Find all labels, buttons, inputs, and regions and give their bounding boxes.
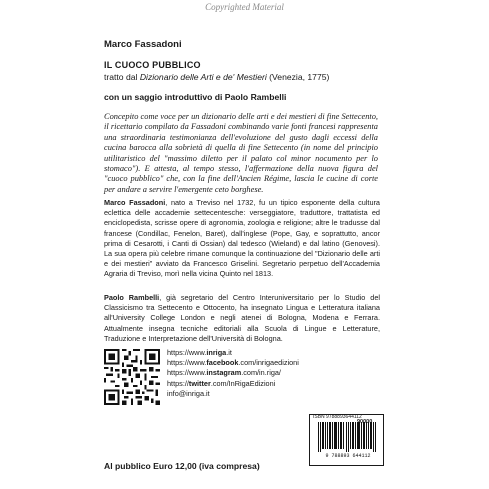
blurb-intro: Concepito come voce per un dizionario delle arti e dei mestieri di fine Settecento, il ricettario compilato da Fassadoni combinando varie fonti francesi rappresenta una straordinaria testimonianza dell'evoluzione del gusto dagli eccessi della cucina barocca alla sobrietà di quella di fine Settecento (in nome del principio utilitaristico del "massimo diletto per il palato col minor nocumento per lo stomaco"). E attesta, al tempo stesso, l'affermazione della nuova figura del "cuoco pubblico" che, con la fine dell'Ancien Régime, lascia le cucine di corte per andare a servire l'emergente ceto borghese. (104, 112, 378, 194)
link-website[interactable] (167, 348, 299, 358)
book-title: IL CUOCO PUBBLICO (104, 60, 201, 70)
link-bold: inriga (206, 348, 227, 357)
link-prefix: https://www. (167, 368, 207, 378)
link-bold: instagram (206, 368, 242, 378)
contact-links (167, 348, 299, 399)
essay-credit: con un saggio introduttivo di Paolo Rambelli (104, 92, 287, 102)
price-line: Al pubblico Euro 12,00 (iva compresa) (104, 461, 260, 471)
link-suffix: .com/InRigaEdizioni (210, 378, 276, 388)
bio-name: Marco Fassadoni (104, 198, 166, 207)
subtitle-suffix: (Venezia, 1775) (266, 72, 330, 82)
subtitle-italic: Dizionario delle Arti e de' Mestieri (139, 72, 267, 82)
book-subtitle (104, 72, 329, 82)
author-name: Marco Fassadoni (104, 39, 182, 50)
subtitle-prefix: tratto dal (104, 72, 140, 82)
bio-text: , già segretario del Centro Interuniversitario per lo Studio del Classicismo tra Settecento e Ottocento, ha insegnato Lingua e Letteratura italiana all'University College London e negli atenei di Bologna, Modena e Ferrara. Attualmente insegna tecniche editoriali alla Scuola di Lingue e Letterature, Traduzione e Interpretazione dell'Università di Bologna. (104, 293, 380, 343)
qr-code[interactable] (104, 349, 160, 405)
link-email[interactable] (167, 389, 299, 399)
link-prefix: https://www. (167, 348, 207, 357)
isbn-label: ISBN 9788893644112 (313, 414, 362, 420)
bio-name: Paolo Rambelli (104, 293, 160, 302)
link-bold: facebook (206, 358, 239, 368)
link-facebook[interactable] (167, 358, 299, 368)
link-bold: twitter (188, 378, 211, 388)
bio-text: , nato a Treviso nel 1732, fu un tipico esponente della cultura eclettica delle accademie settecentesche: verseggiatore, traduttore, trattatista ed enciclopedista, scrisse opere di agronomia, zoologia e religione; altre le tradusse dal francese (Condillac, Fenelon, Baret), dall'inglese (Pope, Gay, e soprattutto, ancor prima di Cesarotti, i Canti di Ossian) dal tedesco (Wieland) e dal latino (Genovesi). La sua opera più celebre rimane comunque la continuazione del "Dizionario delle arti e dei mestieri" avviato da Francesco Griselini. Segretario perpetuo dell'Accademia Agraria di Treviso, morì nella vicina Quinto nel 1813. (104, 198, 380, 279)
barcode-digits: 9 788893 644112 (325, 453, 371, 458)
link-prefix: https://www. (167, 358, 207, 368)
copyright-watermark: Copyrighted Material (205, 2, 284, 12)
link-suffix: info@inriga.it (167, 388, 210, 398)
link-suffix: .com/in.riga/ (241, 368, 281, 378)
editor-bio (104, 293, 380, 344)
link-suffix: .com/inrigaedizioni (238, 358, 299, 368)
link-prefix: https:// (167, 378, 189, 388)
link-twitter[interactable] (167, 379, 299, 389)
link-suffix: .it (226, 348, 232, 357)
link-instagram[interactable] (167, 368, 299, 378)
barcode (316, 422, 380, 458)
author-bio (104, 198, 380, 280)
